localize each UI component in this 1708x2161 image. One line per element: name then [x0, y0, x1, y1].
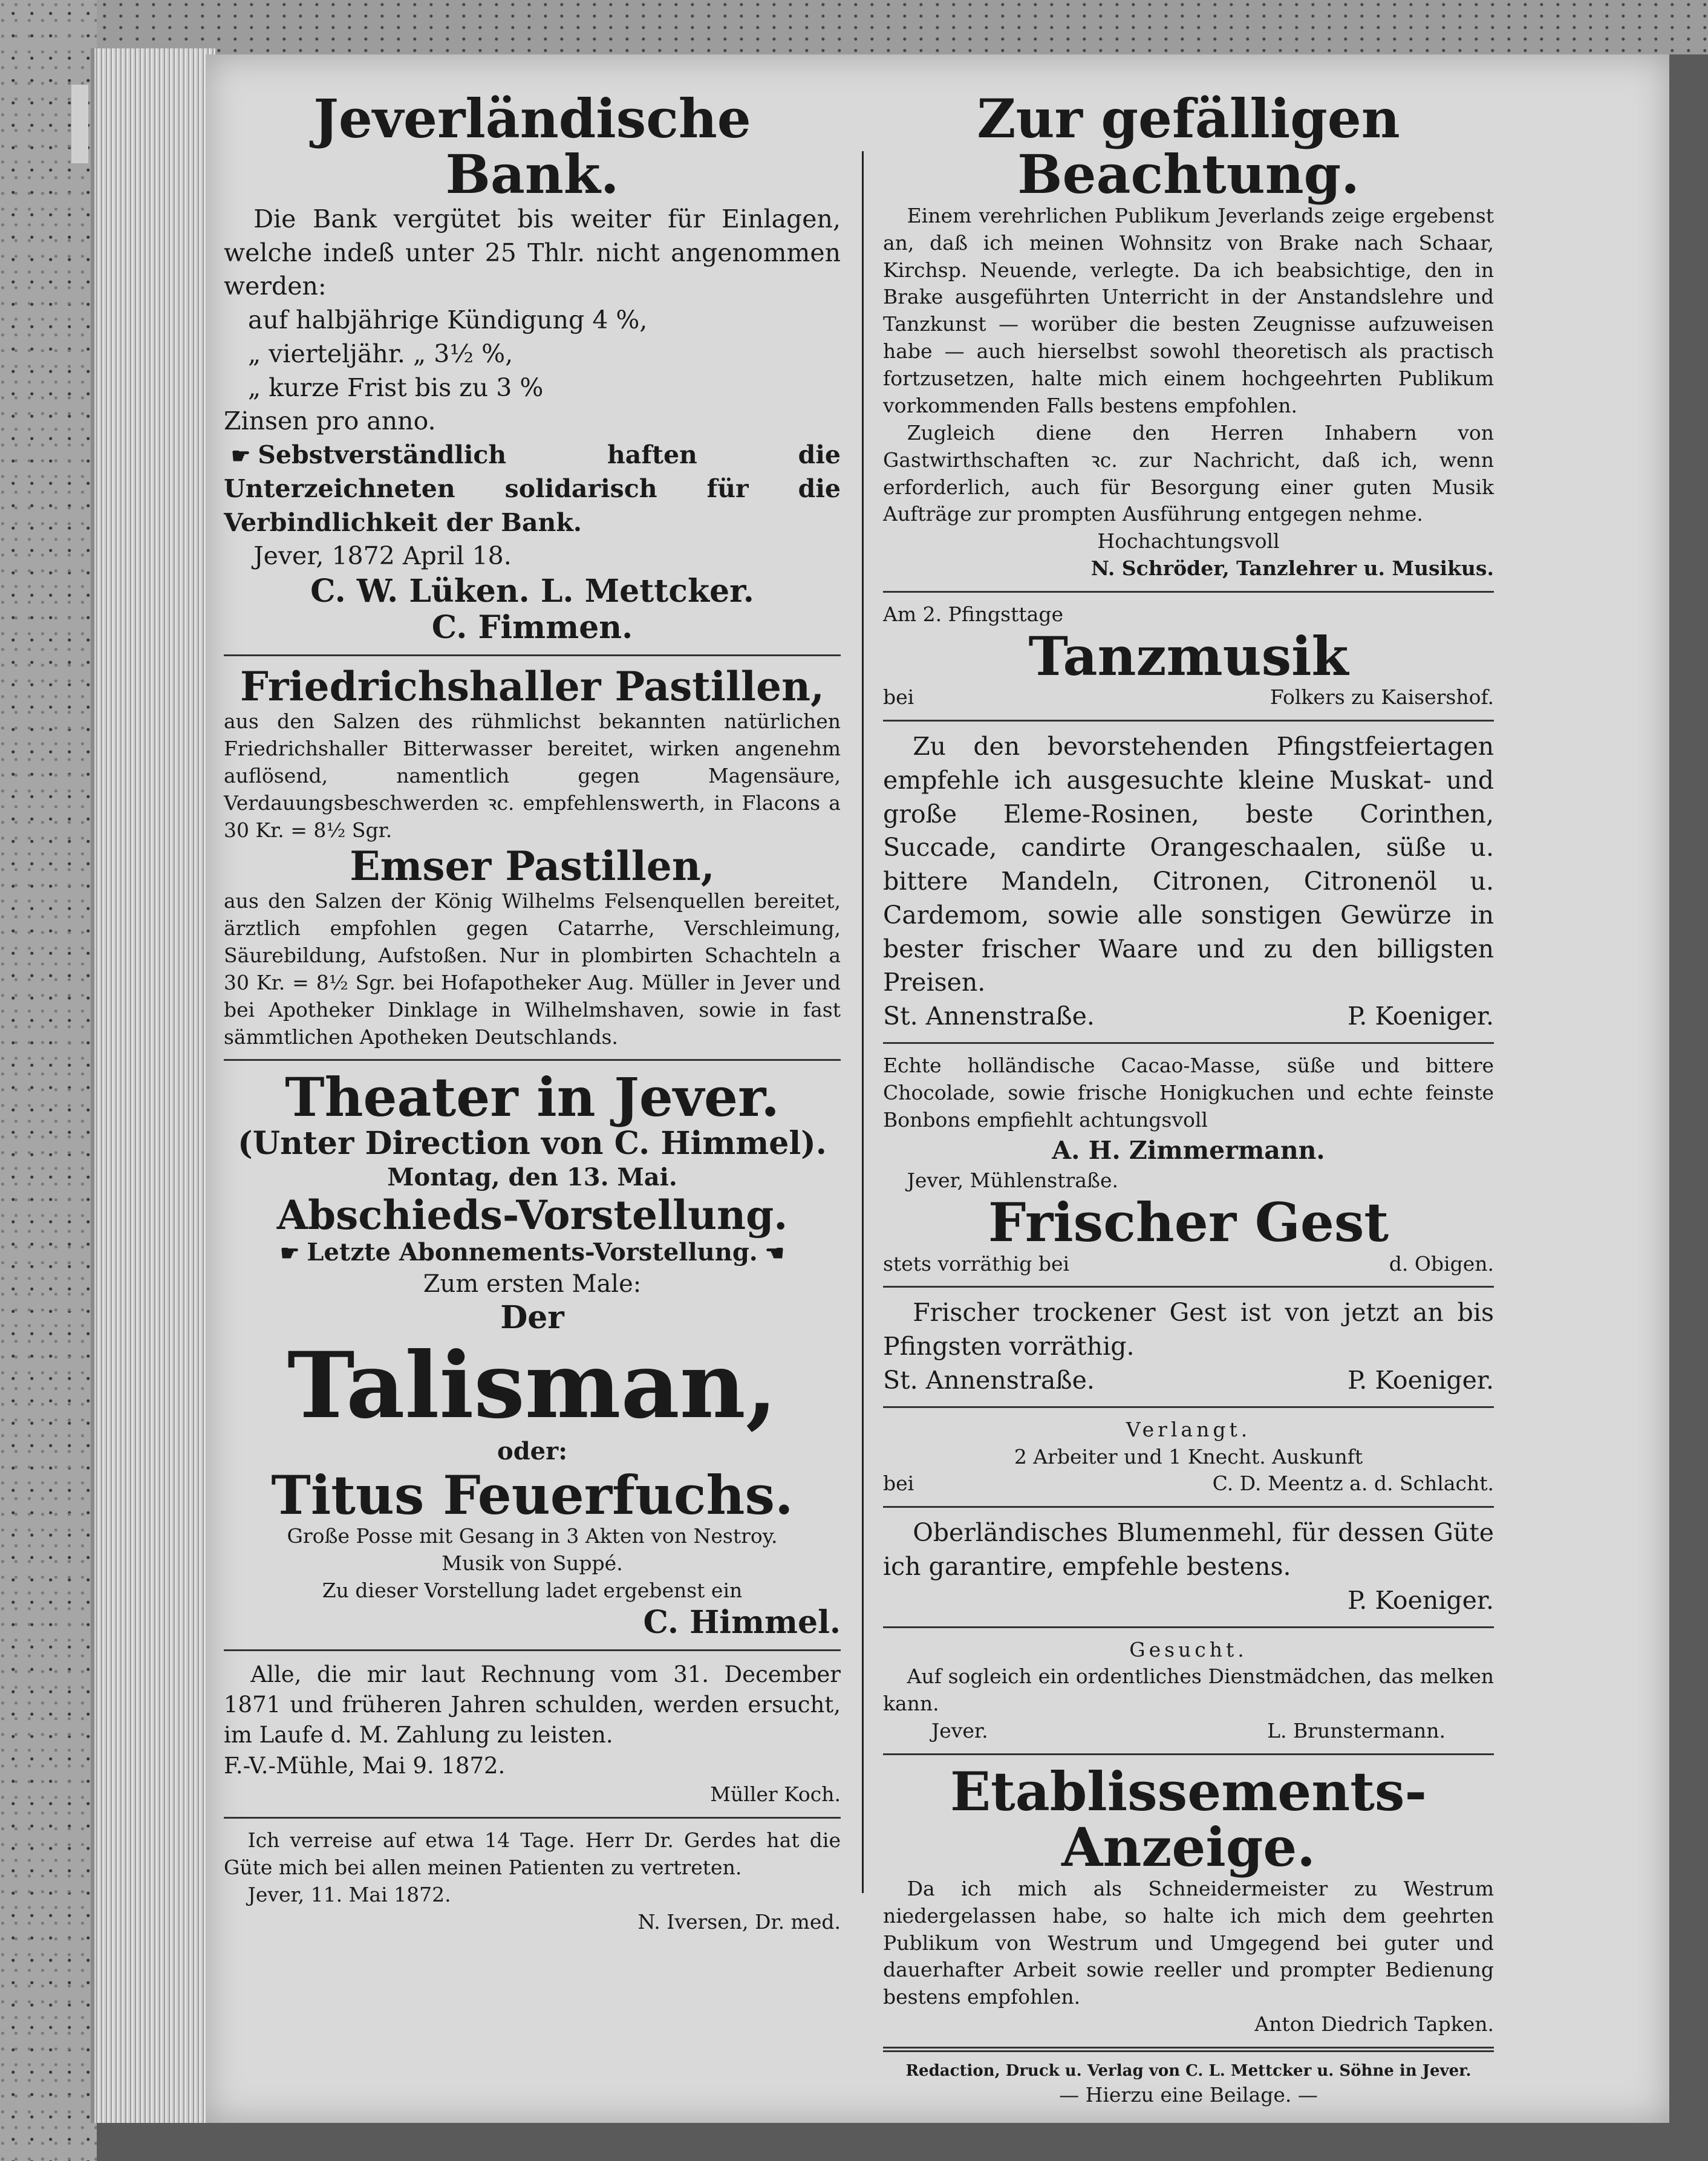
blumenmehl-signature: P. Koeniger. [1348, 1585, 1494, 1615]
play-title: Talisman, [287, 1332, 778, 1439]
divider [224, 1059, 841, 1061]
theater-date: Montag, den 13. Mai. [387, 1162, 677, 1191]
theater-subtitle [224, 1237, 841, 1268]
bank-rate-3: „ kurze Frist bis zu 3 % [248, 373, 544, 402]
theater-oder: oder: [497, 1437, 567, 1466]
divider [883, 720, 1494, 722]
imprint: Redaction, Druck u. Verlag von C. L. Mettcker u. Söhne in Jever. [905, 2062, 1472, 2081]
double-divider [883, 2047, 1494, 2052]
tanz-where-row [883, 684, 1494, 711]
verlangt-row [883, 1470, 1494, 1498]
divider [883, 1626, 1494, 1628]
verreise-notice [224, 1827, 841, 1936]
cacao-text: Echte holländische Cacao-Masse, süße und bittere Chocolade, sowie frische Honigkuchen und echte feinste Bonbons empfiehlt achtungsvoll [883, 1053, 1494, 1132]
cacao-signature: A. H. Zimmermann. [1052, 1135, 1325, 1165]
emser-title: Emser Pastillen, [350, 842, 715, 890]
verreise-signature: N. Iversen, Dr. med. [637, 1909, 841, 1934]
tanz-title: Tanzmusik [1028, 624, 1349, 688]
etabl-signature: Anton Diedrich Tapken. [1254, 2012, 1494, 2036]
beachtung-greeting: Hochachtungsvoll [1097, 529, 1280, 553]
koeniger-street: St. Annenstraße. [883, 1002, 1095, 1031]
verlangt-who: C. D. Meentz a. d. Schlacht. [1212, 1472, 1494, 1496]
gesucht-place: Jever. [931, 1719, 988, 1743]
gesucht-text: Auf sogleich ein ordentliches Dienstmädchen, das melken kann. [883, 1664, 1494, 1716]
cacao-ad [883, 1052, 1494, 1278]
divider [883, 1286, 1494, 1288]
divider [883, 1042, 1494, 1044]
gest-row [883, 1251, 1494, 1278]
beachtung-text: Einem verehrlichen Publikum Jeverlands zeige ergebenst an, daß ich meinen Wohnsitz von Brake nach Schaar, Kirchsp. Neuende, verlegte. Da ich beabsichtige, den in Brake ausgeführten Unterricht in der Anstandslehre und Tanzkunst — worüber die besten Zeugnisse aufzuweisen habe — auch hierselbst sowohl theoretisch als practisch fortzusetzen, halte mich einem hochgeehrten Publikum vorkommenden Falls bestens empfohlen. [883, 203, 1494, 417]
pointing-hand-icon: ☛ [231, 443, 251, 469]
play-subtitle: Titus Feuerfuchs. [271, 1464, 794, 1527]
book-cover-left [0, 0, 97, 2161]
rechnung-notice [224, 1660, 841, 1808]
play-music: Musik von Suppé. [442, 1551, 623, 1576]
verlangt-head: Verlangt. [1126, 1417, 1251, 1441]
beachtung-notice [883, 87, 1494, 582]
gest-text: Frischer trockener Gest ist von jetzt an bis Pfingsten vorräthig. [883, 1298, 1494, 1361]
play-desc: Große Posse mit Gesang in 3 Akten von Nestroy. [287, 1524, 778, 1548]
theater-direction: (Unter Direction von C. Himmel). [238, 1124, 827, 1162]
bank-rate-1: auf halbjährige Kündigung 4 %, [248, 305, 648, 335]
koeniger-sign-row [883, 1000, 1494, 1034]
divider [883, 1506, 1494, 1508]
bank-rate-4: Zinsen pro anno. [224, 406, 436, 436]
gest-ad [883, 1296, 1494, 1397]
theater-signature: C. Himmel. [643, 1604, 841, 1641]
bank-notice [224, 87, 841, 646]
column-divider [862, 151, 864, 1893]
pastillen-ad [224, 662, 841, 1051]
verreise-text: Ich verreise auf etwa 14 Tage. Herr Dr. Gerdes hat die Güte mich bei allen meinen Patienten zu vertreten. [224, 1828, 841, 1879]
koeniger-text: Zu den bevorstehenden Pfingstfeiertagen empfehle ich ausgesuchte kleine Muskat- und große Eleme-Rosinen, beste Corinthen, Succade, candirte Orangeschaalen, süße u. bittere Mandeln, Citronen, Citronenöl u. Cardemom, sowie alle sonstigen Gewürze in bester frischer Waare und zu den billigsten Preisen. [883, 732, 1494, 997]
beilage-note: — Hierzu eine Beilage. — [1059, 2083, 1318, 2107]
bank-liability-text: Sebstverständlich haften die Unterzeichneten solidarisch für die Verbindlichkeit der Bank. [224, 440, 841, 537]
verlangt-ad [883, 1416, 1494, 1498]
gest-left: stets vorräthig bei [883, 1251, 1070, 1276]
blumenmehl-ad [883, 1516, 1494, 1617]
verreise-date: Jever, 11. Mai 1872. [247, 1882, 451, 1906]
emser-text: aus den Salzen der König Wilhelms Felsenquellen bereitet, ärztlich empfohlen gegen Catarrhe, Verschleimung, Säurebildung, Aufstoßen. Nur in plombirten Schachteln a 30 Kr. = 8½ Sgr. bei Hofapotheker Aug. Müller in Jever und bei Apotheker Dinklage in Wilhelmshaven, sowie in fast sämmtlichen Apotheken Deutschlands. [224, 889, 841, 1049]
theater-first-time: Zum ersten Male: [423, 1270, 642, 1299]
bank-rate-2: „ vierteljähr. „ 3½ %, [248, 339, 513, 368]
divider [883, 1753, 1494, 1755]
tanz-where: Folkers zu Kaisershof. [1270, 685, 1494, 709]
bank-signature-2: C. Fimmen. [431, 608, 633, 646]
bank-liability [224, 438, 841, 539]
bank-date: Jever, 1872 April 18. [253, 541, 512, 571]
theater-ad [224, 1066, 841, 1641]
gest-sign-row [883, 1364, 1494, 1398]
gest-signature: P. Koeniger. [1348, 1365, 1494, 1395]
blumenmehl-text: Oberländisches Blumenmehl, für dessen Güte ich garantire, empfehle bestens. [883, 1518, 1494, 1582]
left-column [224, 87, 841, 1935]
divider [883, 591, 1494, 593]
cacao-place: Jever, Mühlenstraße. [907, 1169, 1118, 1193]
pointing-hand-left-icon: ☚ [764, 1240, 785, 1266]
rechnung-signature: Müller Koch. [710, 1782, 841, 1807]
gest-right: d. Obigen. [1389, 1251, 1494, 1276]
right-column [883, 87, 1494, 2109]
gesucht-head: Gesucht. [1129, 1637, 1248, 1661]
gesucht-ad [883, 1637, 1494, 1745]
page-edges [91, 48, 215, 2123]
theater-title: Theater in Jever. [285, 1066, 780, 1129]
tanz-date: Am 2. Pfingsttage [883, 602, 1063, 627]
tab-marker [71, 85, 88, 163]
theater-der: Der [500, 1299, 564, 1337]
divider [224, 1649, 841, 1651]
rechnung-text: Alle, die mir laut Rechnung vom 31. December 1871 und früheren Jahren schulden, werden ersucht, im Laufe d. M. Zahlung zu leisten. [224, 1661, 841, 1749]
gesucht-row [883, 1718, 1494, 1745]
pastillen-title: Friedrichshaller Pastillen, [240, 662, 824, 710]
divider [224, 654, 841, 656]
etabl-text: Da ich mich als Schneidermeister zu Westrum niedergelassen habe, so halte ich mich dem geehrten Publikum von Westrum und Umgegend bei guter und dauerhafter Arbeit sowie reeller und prompter Bedienung bestens empfohlen. [883, 1876, 1494, 2009]
verlangt-bei: bei [883, 1472, 914, 1496]
pastillen-text: aus den Salzen des rühmlichst bekannten natürlichen Friedrichshaller Bitterwasser bereitet, wirken angenehm auflösend, namentlich gegen Magensäure, Verdauungsbeschwerden ꝛc. empfehlenswerth, in Flacons a 30 Kr. = 8½ Sgr. [224, 709, 841, 842]
theater-subtitle-text: Letzte Abonnements-Vorstellung. [307, 1238, 758, 1267]
gesucht-signature: L. Brunstermann. [1267, 1719, 1446, 1743]
gest-street: St. Annenstraße. [883, 1365, 1095, 1395]
beachtung-title: Zur gefälligen Beachtung. [977, 87, 1400, 206]
bank-signatures: C. W. Lüken. L. Mettcker. [310, 573, 754, 610]
rechnung-date: F.-V.-Mühle, Mai 9. 1872. [224, 1752, 506, 1779]
book-cover-top [0, 0, 1708, 54]
divider [883, 1406, 1494, 1408]
beachtung-text-2: Zugleich diene den Herren Inhabern von Gastwirthschaften ꝛc. zur Nachricht, daß ich, wenn erforderlich, auch für Besorgung einer guten Musik Aufträge zur prompten Ausführung entgegen nehme. [883, 420, 1494, 526]
etablissement-ad [883, 1760, 1494, 2038]
koeniger-signature: P. Koeniger. [1348, 1002, 1494, 1031]
theater-event: Abschieds-Vorstellung. [276, 1191, 788, 1239]
bank-text: Die Bank vergütet bis weiter für Einlagen, welche indeß unter 25 Thlr. nicht angenommen werden: [224, 204, 841, 301]
verlangt-text: 2 Arbeiter und 1 Knecht. Auskunft [1014, 1444, 1363, 1468]
tanz-bei: bei [883, 685, 914, 709]
gest-title: Frischer Gest [988, 1191, 1389, 1254]
divider [224, 1817, 841, 1819]
bank-title: Jeverländische Bank. [313, 87, 751, 206]
pointing-hand-icon: ☛ [279, 1240, 300, 1266]
theater-invite: Zu dieser Vorstellung ladet ergebenst ein [322, 1579, 743, 1603]
tanzmusik-ad [883, 601, 1494, 711]
etabl-title: Etablissements-Anzeige. [950, 1760, 1427, 1879]
beachtung-signature: N. Schröder, Tanzlehrer u. Musikus. [1090, 556, 1494, 581]
koeniger-ad [883, 730, 1494, 1034]
